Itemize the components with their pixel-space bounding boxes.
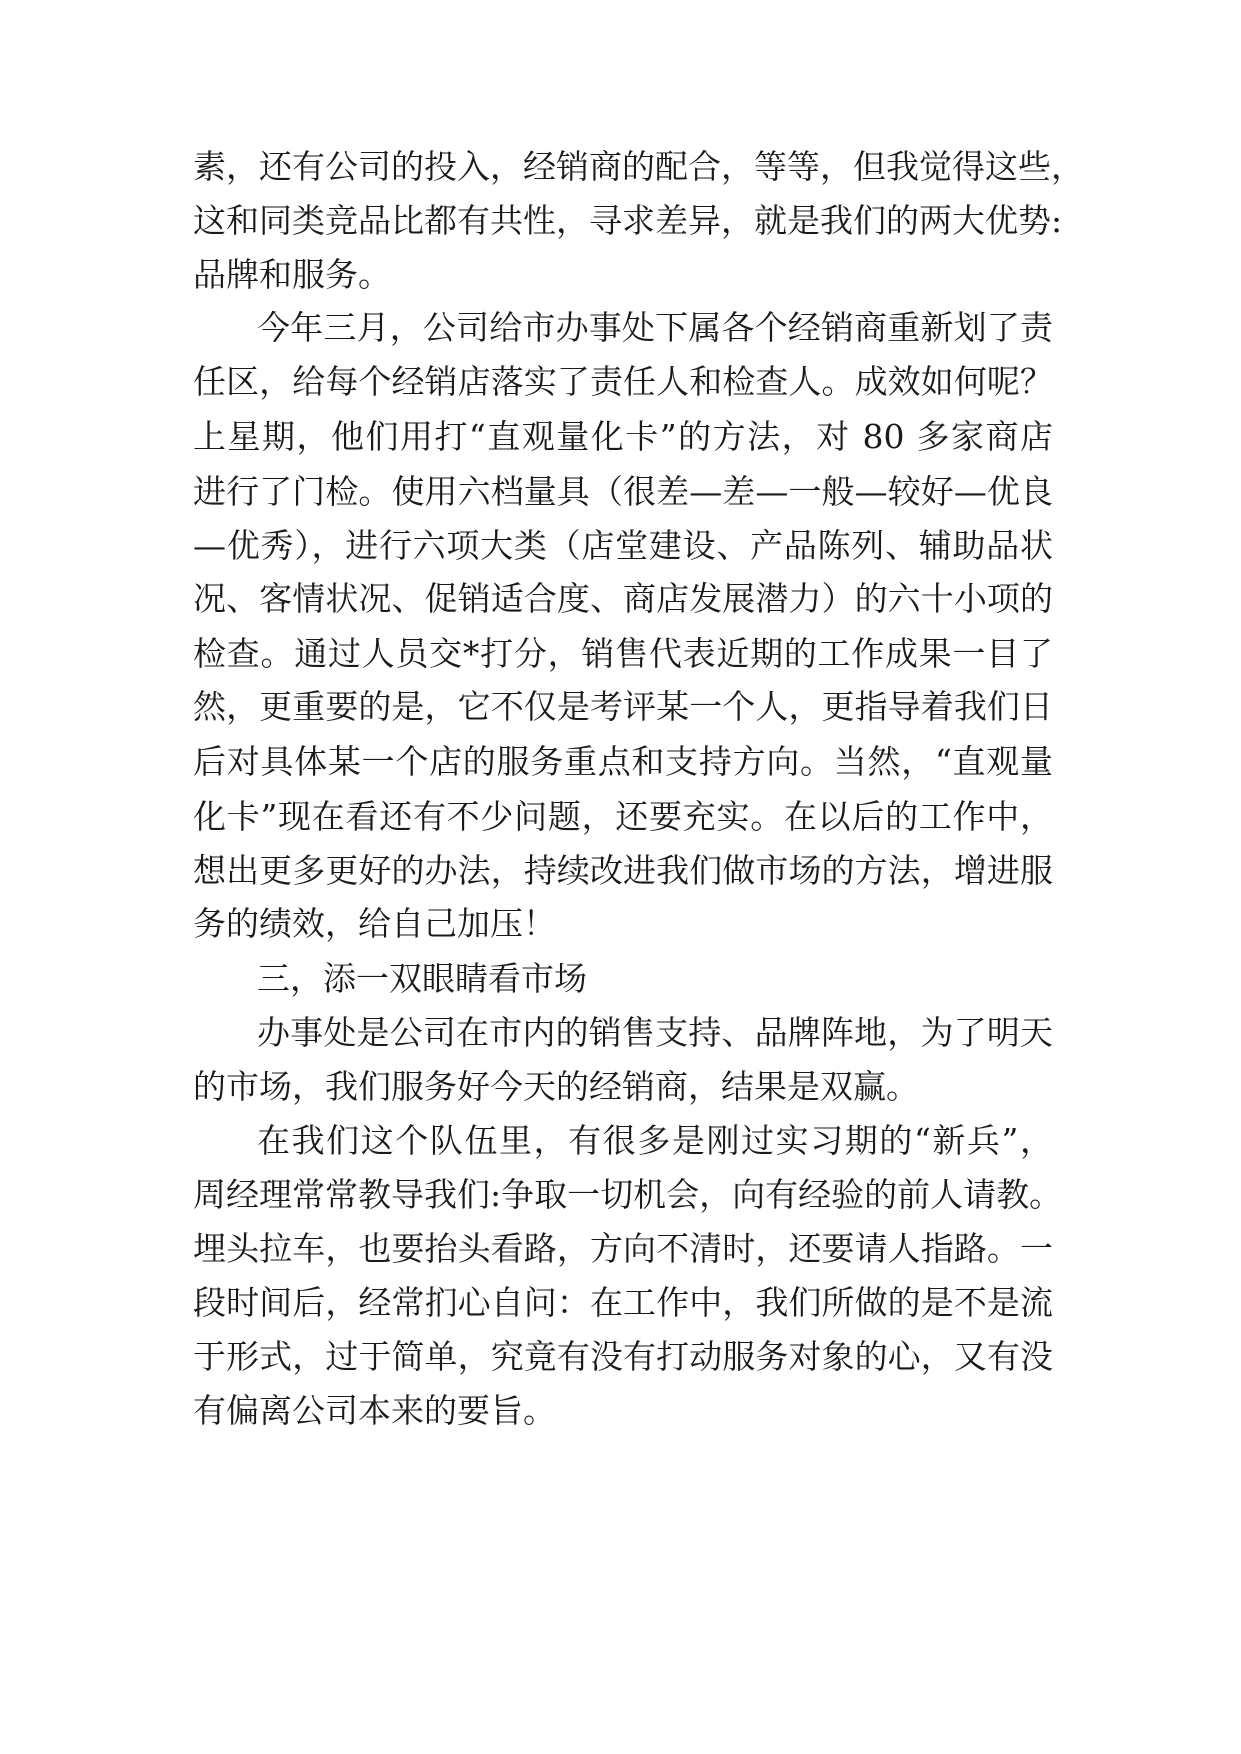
text-line: —优秀），进行六项大类（店堂建设、产品陈列、辅助品状 [193,526,1053,565]
text-line: 化卡”现在看还有不少问题，还要充实。在以后的工作中， [193,797,1053,836]
text-line: 素，还有公司的投入，经销商的配合，等等，但我觉得这些， [193,147,1084,186]
paragraph-first-line: 今年三月，公司给市办事处下属各个经销商重新划了责 [257,308,1053,347]
text-line: 上星期，他们用打“直观量化卡”的方法，对 80 多家商店 [193,417,1053,456]
text-line: 品牌和服务。 [193,255,391,294]
text-line: 任区，给每个经销店落实了责任人和检查人。成效如何呢？ [193,362,1053,401]
section-heading: 三，添一双眼睛看市场 [257,959,587,998]
text-line: 段时间后，经常扪心自问：在工作中，我们所做的是不是流 [193,1283,1053,1322]
text-line: 务的绩效，给自己加压！ [193,904,556,943]
text-line: 于形式，过于简单，究竟有没有打动服务对象的心，又有没 [193,1337,1053,1376]
text-line: 然，更重要的是，它不仅是考评某一个人，更指导着我们日 [193,687,1053,726]
text-line: 后对具体某一个店的服务重点和支持方向。当然，“直观量 [193,742,1053,781]
text-line: 检查。通过人员交*打分，销售代表近期的工作成果一目了 [193,634,1053,673]
text-line: 进行了门检。使用六档量具（很差—差—一般—较好—优良 [193,472,1053,511]
text-line: 这和同类竞品比都有共性，寻求差异，就是我们的两大优势: [193,201,1063,240]
paragraph-first-line: 在我们这个队伍里，有很多是刚过实习期的“新兵”， [257,1121,1053,1160]
text-line: 想出更多更好的办法，持续改进我们做市场的方法，增进服 [193,851,1053,890]
paragraph-first-line: 办事处是公司在市内的销售支持、品牌阵地，为了明天 [257,1013,1053,1052]
text-line: 况、客情状况、促销适合度、商店发展潜力）的六十小项的 [193,579,1053,618]
text-line: 周经理常常教导我们:争取一切机会，向有经验的前人请教。 [193,1175,1063,1214]
text-line: 有偏离公司本来的要旨。 [193,1391,556,1430]
text-line: 埋头拉车，也要抬头看路，方向不清时，还要请人指路。一 [193,1229,1053,1268]
text-line: 的市场，我们服务好今天的经销商，结果是双赢。 [193,1067,919,1106]
